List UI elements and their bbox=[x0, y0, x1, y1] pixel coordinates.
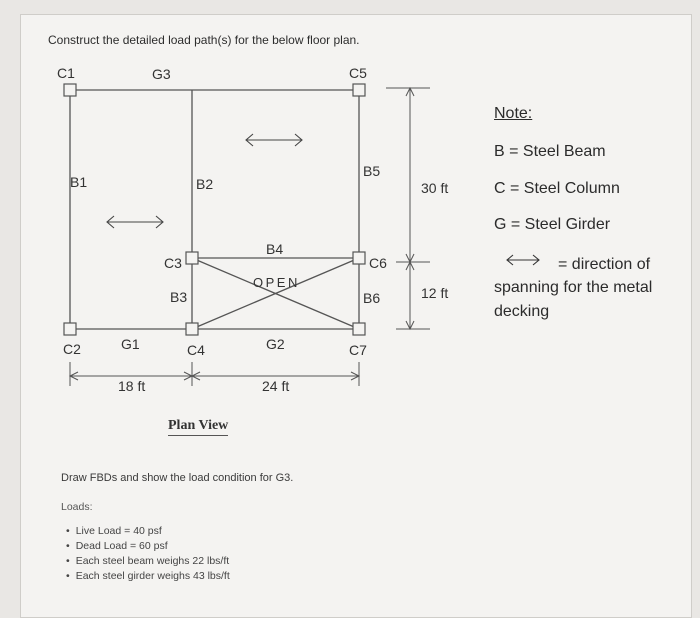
dim-24ft: 24 ft bbox=[262, 378, 290, 394]
label-b5: B5 bbox=[363, 163, 381, 179]
task-instruction: Draw FBDs and show the load condition for G3. bbox=[61, 472, 294, 484]
dim-30ft: 30 ft bbox=[421, 180, 449, 196]
label-b3: B3 bbox=[170, 289, 188, 305]
label-b2: B2 bbox=[196, 176, 214, 192]
list-item: • Each steel beam weighs 22 lbs/ft bbox=[66, 554, 230, 569]
column-c1 bbox=[64, 84, 76, 96]
list-item: • Live Load = 40 psf bbox=[66, 524, 230, 539]
column-c4 bbox=[186, 323, 198, 335]
column-c2 bbox=[64, 323, 76, 335]
column-c6 bbox=[353, 252, 365, 264]
label-b6: B6 bbox=[363, 290, 381, 306]
note-heading: Note: bbox=[494, 105, 533, 122]
loads-heading: Loads: bbox=[61, 501, 93, 513]
label-c5: C5 bbox=[349, 65, 367, 81]
label-c4: C4 bbox=[187, 342, 205, 358]
label-c1: C1 bbox=[57, 65, 75, 81]
label-g3: G3 bbox=[152, 66, 171, 82]
dim-18ft: 18 ft bbox=[118, 378, 146, 394]
column-c5 bbox=[353, 84, 365, 96]
label-b4: B4 bbox=[266, 241, 284, 257]
note-g-definition: G = Steel Girder bbox=[494, 216, 611, 233]
label-g2: G2 bbox=[266, 336, 285, 352]
list-item: • Each steel girder weighs 43 lbs/ft bbox=[66, 569, 230, 584]
span-direction-arrow-right-bay bbox=[246, 134, 302, 146]
list-item: • Dead Load = 60 psf bbox=[66, 539, 230, 554]
horizontal-dimension bbox=[70, 362, 359, 386]
column-c3 bbox=[186, 252, 198, 264]
legend-span-arrow-icon bbox=[507, 255, 539, 265]
span-direction-arrow-left-bay bbox=[107, 216, 163, 228]
column-c7 bbox=[353, 323, 365, 335]
note-arrow-definition-2: spanning for the metal bbox=[494, 279, 653, 296]
label-open: OPEN bbox=[253, 275, 300, 290]
note-c-definition: C = Steel Column bbox=[494, 180, 620, 197]
label-b1: B1 bbox=[70, 174, 88, 190]
plan-view-caption: Plan View bbox=[168, 418, 228, 436]
note-b-definition: B = Steel Beam bbox=[494, 143, 606, 160]
question-title: Construct the detailed load path(s) for the below floor plan. bbox=[48, 33, 360, 47]
dim-12ft: 12 ft bbox=[421, 285, 449, 301]
note-arrow-definition: = direction of bbox=[558, 256, 651, 273]
label-c6: C6 bbox=[369, 255, 387, 271]
label-c7: C7 bbox=[349, 342, 367, 358]
label-c3: C3 bbox=[164, 255, 182, 271]
label-g1: G1 bbox=[121, 336, 140, 352]
label-c2: C2 bbox=[63, 341, 81, 357]
loads-list bbox=[66, 524, 230, 584]
note-arrow-definition-3: decking bbox=[494, 303, 550, 320]
